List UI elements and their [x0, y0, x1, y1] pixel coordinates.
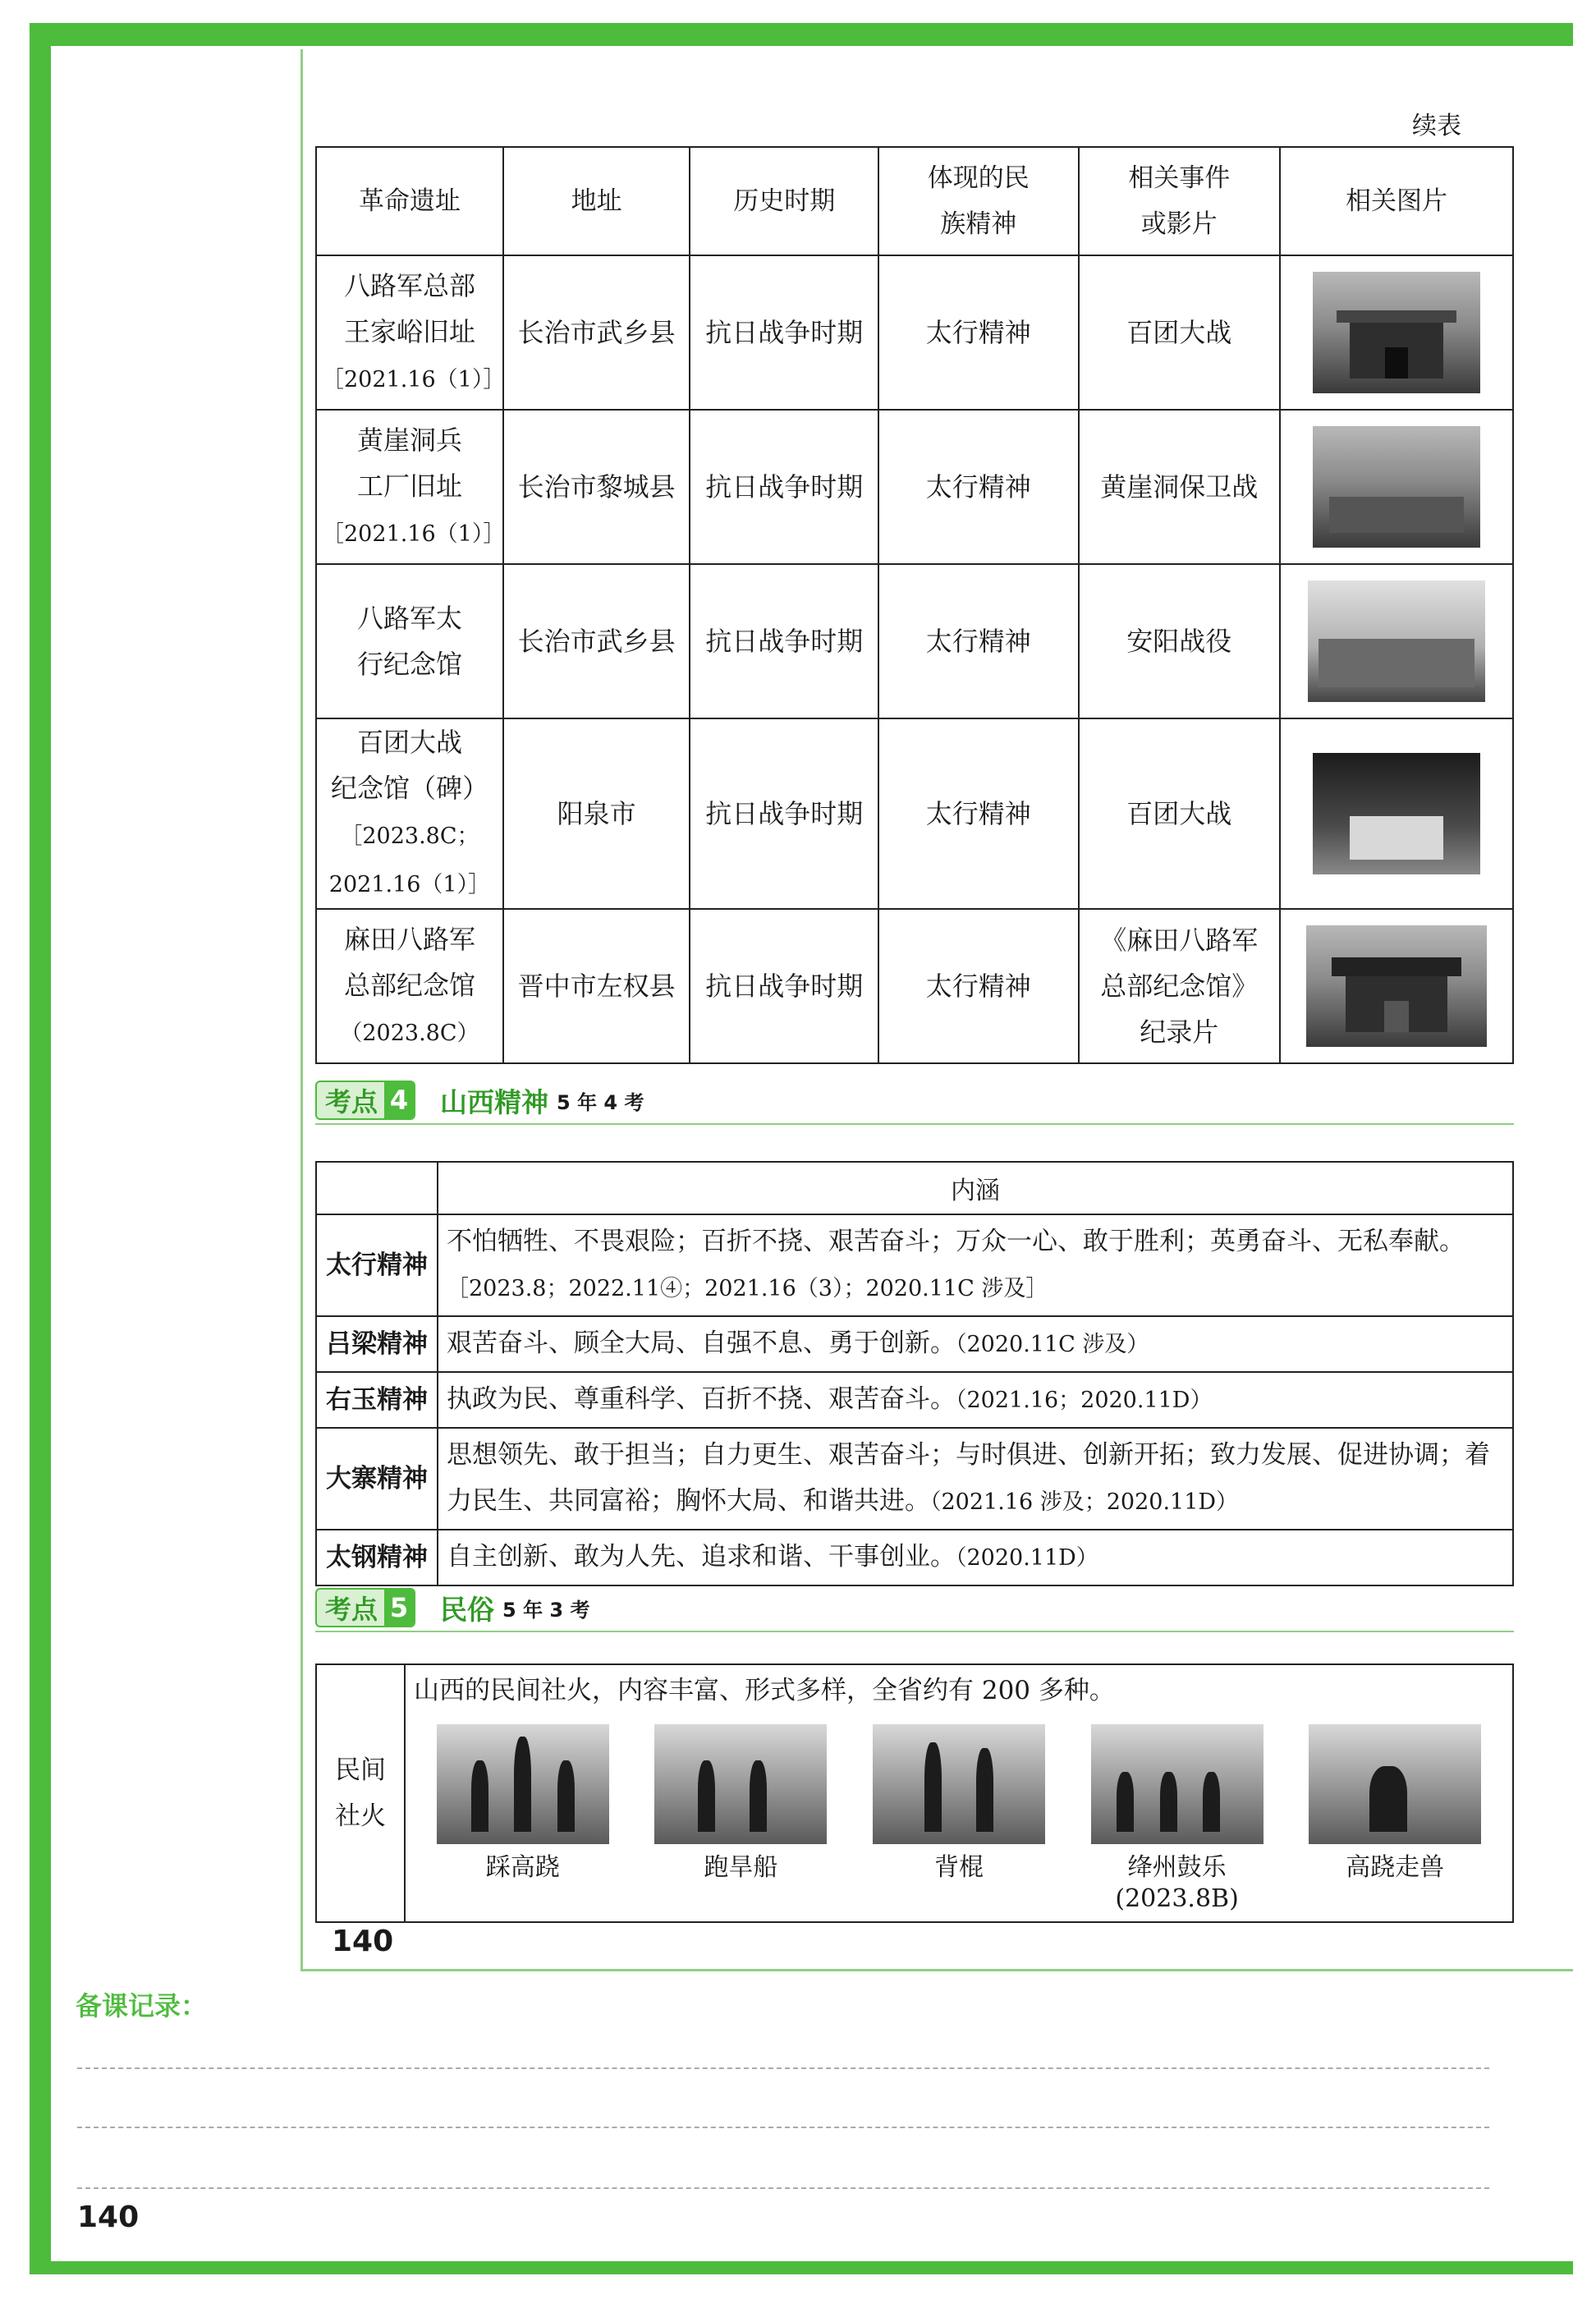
- spirit-name: 太行精神: [316, 1214, 438, 1316]
- col-header-event: 相关事件 或影片: [1079, 147, 1281, 255]
- site-photo: [1313, 272, 1480, 393]
- address-cell: 晋中市左权县: [503, 909, 690, 1063]
- spirit-cell: 太行精神: [878, 718, 1079, 909]
- folk-custom-table: [315, 1663, 1514, 1923]
- site-cell: 百团大战 纪念馆（碑） ［2023.8C； 2021.16（1）］: [316, 718, 503, 909]
- folk-item: [1087, 1724, 1268, 1915]
- col-header-photo: 相关图片: [1280, 147, 1513, 255]
- folk-item: [433, 1724, 613, 1915]
- folk-gallery: [414, 1724, 1504, 1915]
- kaodian-underline: [315, 1631, 1514, 1632]
- page-number-inner: 140: [332, 1925, 394, 1958]
- table-row: [316, 1530, 1513, 1585]
- table-row: [316, 1316, 1513, 1372]
- photo-cell: [1280, 410, 1513, 564]
- table-row: [316, 909, 1513, 1063]
- left-border: [30, 23, 51, 2273]
- site-photo: [1313, 753, 1480, 874]
- page-number: 140: [77, 2200, 140, 2234]
- spirit-table-header: 内涵: [438, 1162, 1513, 1214]
- kaodian-4-heading: [315, 1081, 644, 1120]
- table-row: [316, 255, 1513, 410]
- site-cell: 八路军太 行纪念馆: [316, 564, 503, 718]
- spirit-content: 不怕牺牲、不畏艰险；百折不挠、艰苦奋斗；万众一心、敢于胜利；英勇奋斗、无私奉献。 ［2023.8；2022.11④；2021.16（3）；2020.11C 涉及］: [438, 1214, 1513, 1316]
- address-cell: 长治市黎城县: [503, 410, 690, 564]
- kaodian-title: 民俗: [440, 1593, 495, 1626]
- table-row: [316, 1428, 1513, 1530]
- site-cell: 黄崖洞兵 工厂旧址 ［2021.16（1）］: [316, 410, 503, 564]
- kaodian-title: 山西精神: [440, 1085, 549, 1118]
- spirit-table-corner: [316, 1162, 438, 1214]
- folk-photo: [654, 1724, 827, 1844]
- col-header-period: 历史时期: [690, 147, 878, 255]
- folk-caption: 背棍: [933, 1853, 984, 1882]
- spirit-name: 右玉精神: [316, 1372, 438, 1428]
- folk-item: [650, 1724, 831, 1915]
- kaodian-badge: 考点 4: [315, 1081, 415, 1120]
- period-cell: 抗日战争时期: [690, 410, 878, 564]
- folk-caption: 高跷走兽: [1346, 1853, 1445, 1882]
- folk-photo: [437, 1724, 609, 1844]
- note-line: [77, 2067, 1489, 2069]
- event-cell: 《麻田八路军 总部纪念馆》 纪录片: [1079, 909, 1281, 1063]
- address-cell: 长治市武乡县: [503, 255, 690, 410]
- shanxi-spirit-table: [315, 1161, 1514, 1586]
- event-cell: 百团大战: [1079, 255, 1281, 410]
- photo-cell: [1280, 564, 1513, 718]
- photo-cell: [1280, 255, 1513, 410]
- table-row: [316, 410, 1513, 564]
- event-cell: 百团大战: [1079, 718, 1281, 909]
- site-cell: 麻田八路军 总部纪念馆 （2023.8C）: [316, 909, 503, 1063]
- table-row: [316, 564, 1513, 718]
- inner-vertical-line: [300, 49, 303, 1971]
- period-cell: 抗日战争时期: [690, 909, 878, 1063]
- folk-caption: 绛州鼓乐 (2023.8B): [1115, 1853, 1239, 1913]
- kaodian-count: 5 年 4 考: [557, 1090, 644, 1114]
- note-line: [77, 2127, 1489, 2128]
- folk-item: [1305, 1724, 1485, 1915]
- folk-body: [405, 1664, 1513, 1922]
- col-header-address: 地址: [503, 147, 690, 255]
- folk-label: 民间 社火: [316, 1664, 405, 1922]
- note-line: [77, 2187, 1489, 2189]
- folk-photo: [1091, 1724, 1264, 1844]
- kaodian-5-heading: [315, 1588, 589, 1627]
- kaodian-underline: [315, 1123, 1514, 1125]
- spirit-content: 执政为民、尊重科学、百折不挠、艰苦奋斗。（2021.16；2020.11D）: [438, 1372, 1513, 1428]
- spirit-cell: 太行精神: [878, 410, 1079, 564]
- event-cell: 安阳战役: [1079, 564, 1281, 718]
- folk-caption: 跑旱船: [704, 1853, 778, 1882]
- spirit-cell: 太行精神: [878, 255, 1079, 410]
- spirit-name: 太钢精神: [316, 1530, 438, 1585]
- period-cell: 抗日战争时期: [690, 564, 878, 718]
- address-cell: 长治市武乡县: [503, 564, 690, 718]
- table-row: [316, 1372, 1513, 1428]
- period-cell: 抗日战争时期: [690, 255, 878, 410]
- site-photo: [1308, 580, 1485, 702]
- top-border: [30, 23, 1573, 46]
- site-photo: [1306, 925, 1487, 1047]
- col-header-site: 革命遗址: [316, 147, 503, 255]
- inner-horizontal-line: [300, 1969, 1573, 1971]
- spirit-cell: 太行精神: [878, 909, 1079, 1063]
- notes-label: 备课记录：: [76, 1990, 208, 2021]
- kaodian-badge: 考点 5: [315, 1588, 415, 1627]
- spirit-content: 思想领先、敢于担当；自力更生、艰苦奋斗；与时俱进、创新开拓；致力发展、促进协调；着力民生、共同富裕；胸怀大局、和谐共进。（2021.16 涉及；2020.11D）: [438, 1428, 1513, 1530]
- folk-photo: [1309, 1724, 1481, 1844]
- folk-item: [869, 1724, 1049, 1915]
- spirit-content: 艰苦奋斗、顾全大局、自强不息、勇于创新。（2020.11C 涉及）: [438, 1316, 1513, 1372]
- spirit-name: 大寨精神: [316, 1428, 438, 1530]
- spirit-cell: 太行精神: [878, 564, 1079, 718]
- folk-caption: 踩高跷: [485, 1853, 560, 1882]
- spirit-content: 自主创新、敢为人先、追求和谐、干事创业。（2020.11D）: [438, 1530, 1513, 1585]
- period-cell: 抗日战争时期: [690, 718, 878, 909]
- revolution-sites-table: [315, 146, 1514, 1064]
- folk-photo: [873, 1724, 1045, 1844]
- event-cell: 黄崖洞保卫战: [1079, 410, 1281, 564]
- table-row: [316, 718, 1513, 909]
- continued-label: 续表: [1412, 112, 1461, 140]
- address-cell: 阳泉市: [503, 718, 690, 909]
- table-row: [316, 1214, 1513, 1316]
- col-header-spirit: 体现的民 族精神: [878, 147, 1079, 255]
- site-cell: 八路军总部 王家峪旧址 ［2021.16（1）］: [316, 255, 503, 410]
- folk-intro: 山西的民间社火，内容丰富、形式多样，全省约有 200 多种。: [414, 1676, 1115, 1705]
- photo-cell: [1280, 909, 1513, 1063]
- spirit-name: 吕梁精神: [316, 1316, 438, 1372]
- kaodian-count: 5 年 3 考: [502, 1598, 590, 1622]
- site-photo: [1313, 426, 1480, 548]
- photo-cell: [1280, 718, 1513, 909]
- bottom-border: [30, 2261, 1573, 2274]
